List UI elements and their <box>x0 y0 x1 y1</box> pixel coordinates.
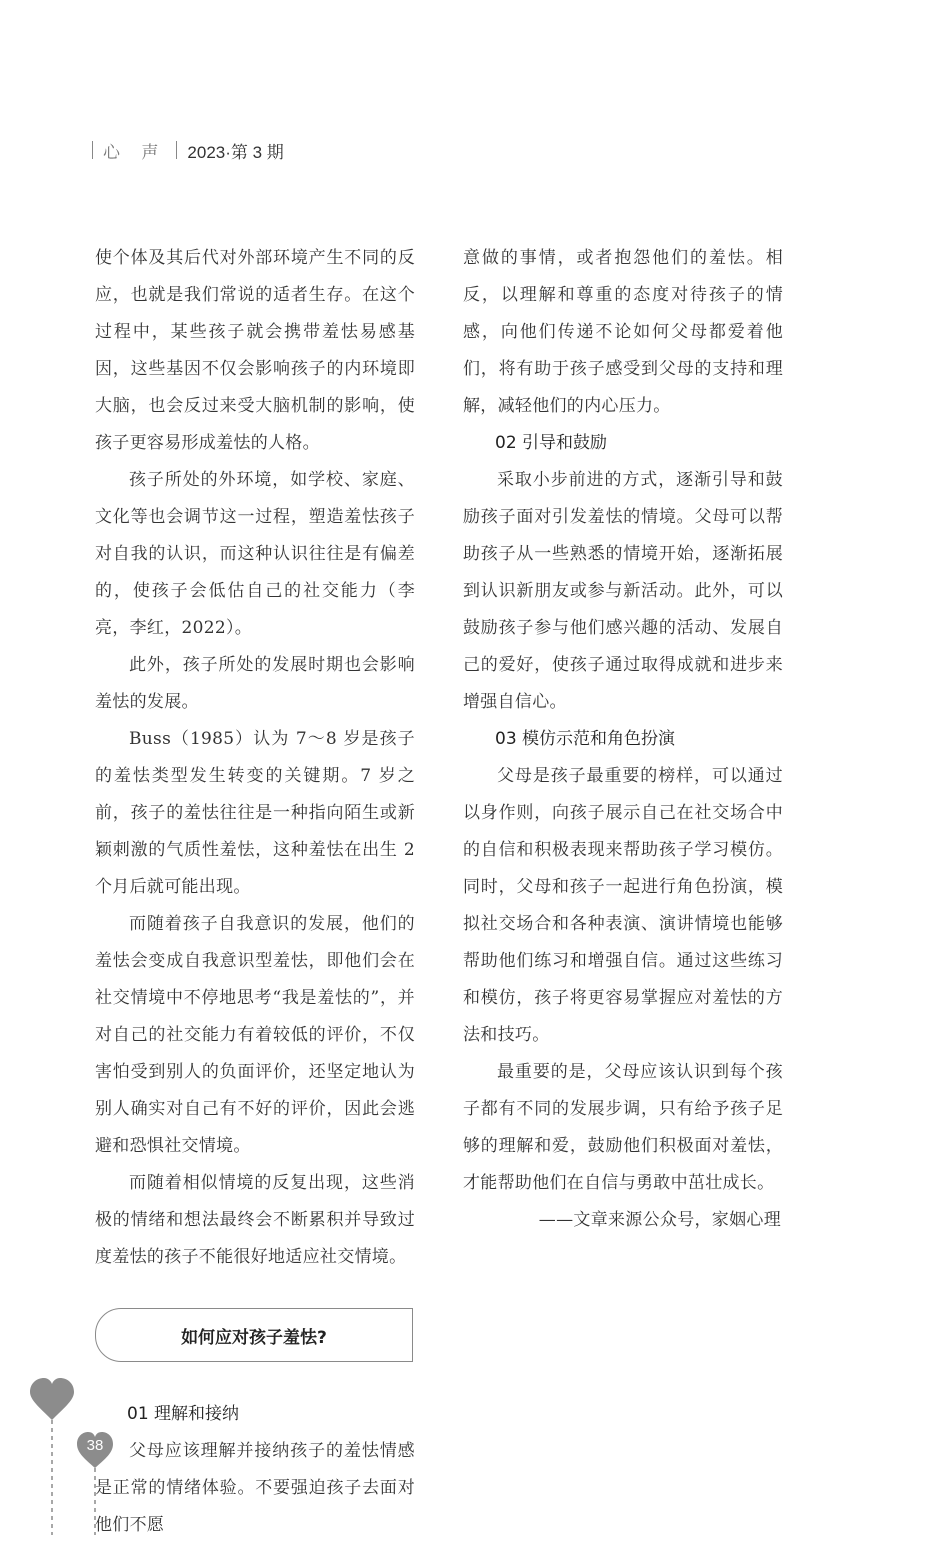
paragraph: 父母应该理解并接纳孩子的羞怯情感是正常的情绪体验。不要强迫孩子去面对他们不愿 <box>95 1441 415 1535</box>
paragraph: 而随着孩子自我意识的发展，他们的羞怯会变成自我意识型羞怯，即他们会在社交情境中不停地思考“我是羞怯的”，并对自己的社交能力有着较低的评价，不仅害怕受到别人的负面评价，还坚定地认为别人确实对自己有不好的评价，因此会逃避和恐惧社交情境。 <box>95 914 415 1156</box>
magazine-name: 心 声 <box>103 142 167 163</box>
paragraph: Buss（1985）认为 7～8 岁是孩子的羞怯类型发生转变的关键期。7 岁之前，孩子的羞怯往往是一种指向陌生或新颖刺激的气质性羞怯，这种羞怯在出生 2 个月后就可能出现。 <box>95 729 415 897</box>
paragraph: 此外，孩子所处的发展时期也会影响羞怯的发展。 <box>95 655 415 712</box>
paragraph: 使个体及其后代对外部环境产生不同的反应，也就是我们常说的适者生存。在这个过程中，某些孩子就会携带羞怯易感基因，这些基因不仅会影响孩子的内环境即大脑，也会反过来受大脑机制的影响，使孩子更容易形成羞怯的人格。 <box>95 248 415 453</box>
left-column <box>95 240 415 1544</box>
source-credit: ——文章来源公众号，家姻心理 <box>538 1210 781 1230</box>
header-divider <box>92 141 93 159</box>
paragraph: 最重要的是，父母应该认识到每个孩子都有不同的发展步调，只有给予孩子足够的理解和爱，鼓励他们积极面对羞怯，才能帮助他们在自信与勇敢中茁壮成长。 <box>463 1062 783 1193</box>
subheading-02: 02 引导和鼓励 <box>495 433 608 453</box>
subheading-01: 01 理解和接纳 <box>127 1404 240 1424</box>
paragraph: 孩子所处的外环境，如学校、家庭、文化等也会调节这一过程，塑造羞怯孩子对自我的认识，而这种认识往往是有偏差的，使孩子会低估自己的社交能力（李亮，李红，2022）。 <box>95 470 415 638</box>
section-title-box <box>95 1308 413 1362</box>
section-title: 如何应对孩子羞怯? <box>181 1327 327 1348</box>
right-column <box>463 240 783 1239</box>
paragraph: 采取小步前进的方式，逐渐引导和鼓励孩子面对引发羞怯的情境。父母可以帮助孩子从一些熟悉的情境开始，逐渐拓展到认识新朋友或参与新活动。此外，可以鼓励孩子参与他们感兴趣的活动、发展自己的爱好，使孩子通过取得成就和进步来增强自信心。 <box>463 470 783 712</box>
heart-decoration <box>0 1370 140 1535</box>
paragraph: 意做的事情，或者抱怨他们的羞怯。相反，以理解和尊重的态度对待孩子的情感，向他们传递不论如何父母都爱着他们，将有助于孩子感受到父母的支持和理解，减轻他们的内心压力。 <box>463 248 783 416</box>
page-number: 38 <box>86 1437 104 1454</box>
paragraph: 父母是孩子最重要的榜样，可以通过以身作则，向孩子展示自己在社交场合中的自信和积极表现来帮助孩子学习模仿。同时，父母和孩子一起进行角色扮演，模拟社交场合和各种表演、演讲情境也能够帮助他们练习和增强自信。通过这些练习和模仿，孩子将更容易掌握应对羞怯的方法和技巧。 <box>463 766 783 1045</box>
header-divider <box>176 141 177 159</box>
large-heart-icon <box>30 1378 74 1420</box>
issue-label: 2023·第 3 期 <box>187 142 284 162</box>
running-header <box>92 136 284 164</box>
subheading-03: 03 模仿示范和角色扮演 <box>495 729 676 749</box>
paragraph: 而随着相似情境的反复出现，这些消极的情绪和想法最终会不断累积并导致过度羞怯的孩子不能很好地适应社交情境。 <box>95 1173 415 1267</box>
